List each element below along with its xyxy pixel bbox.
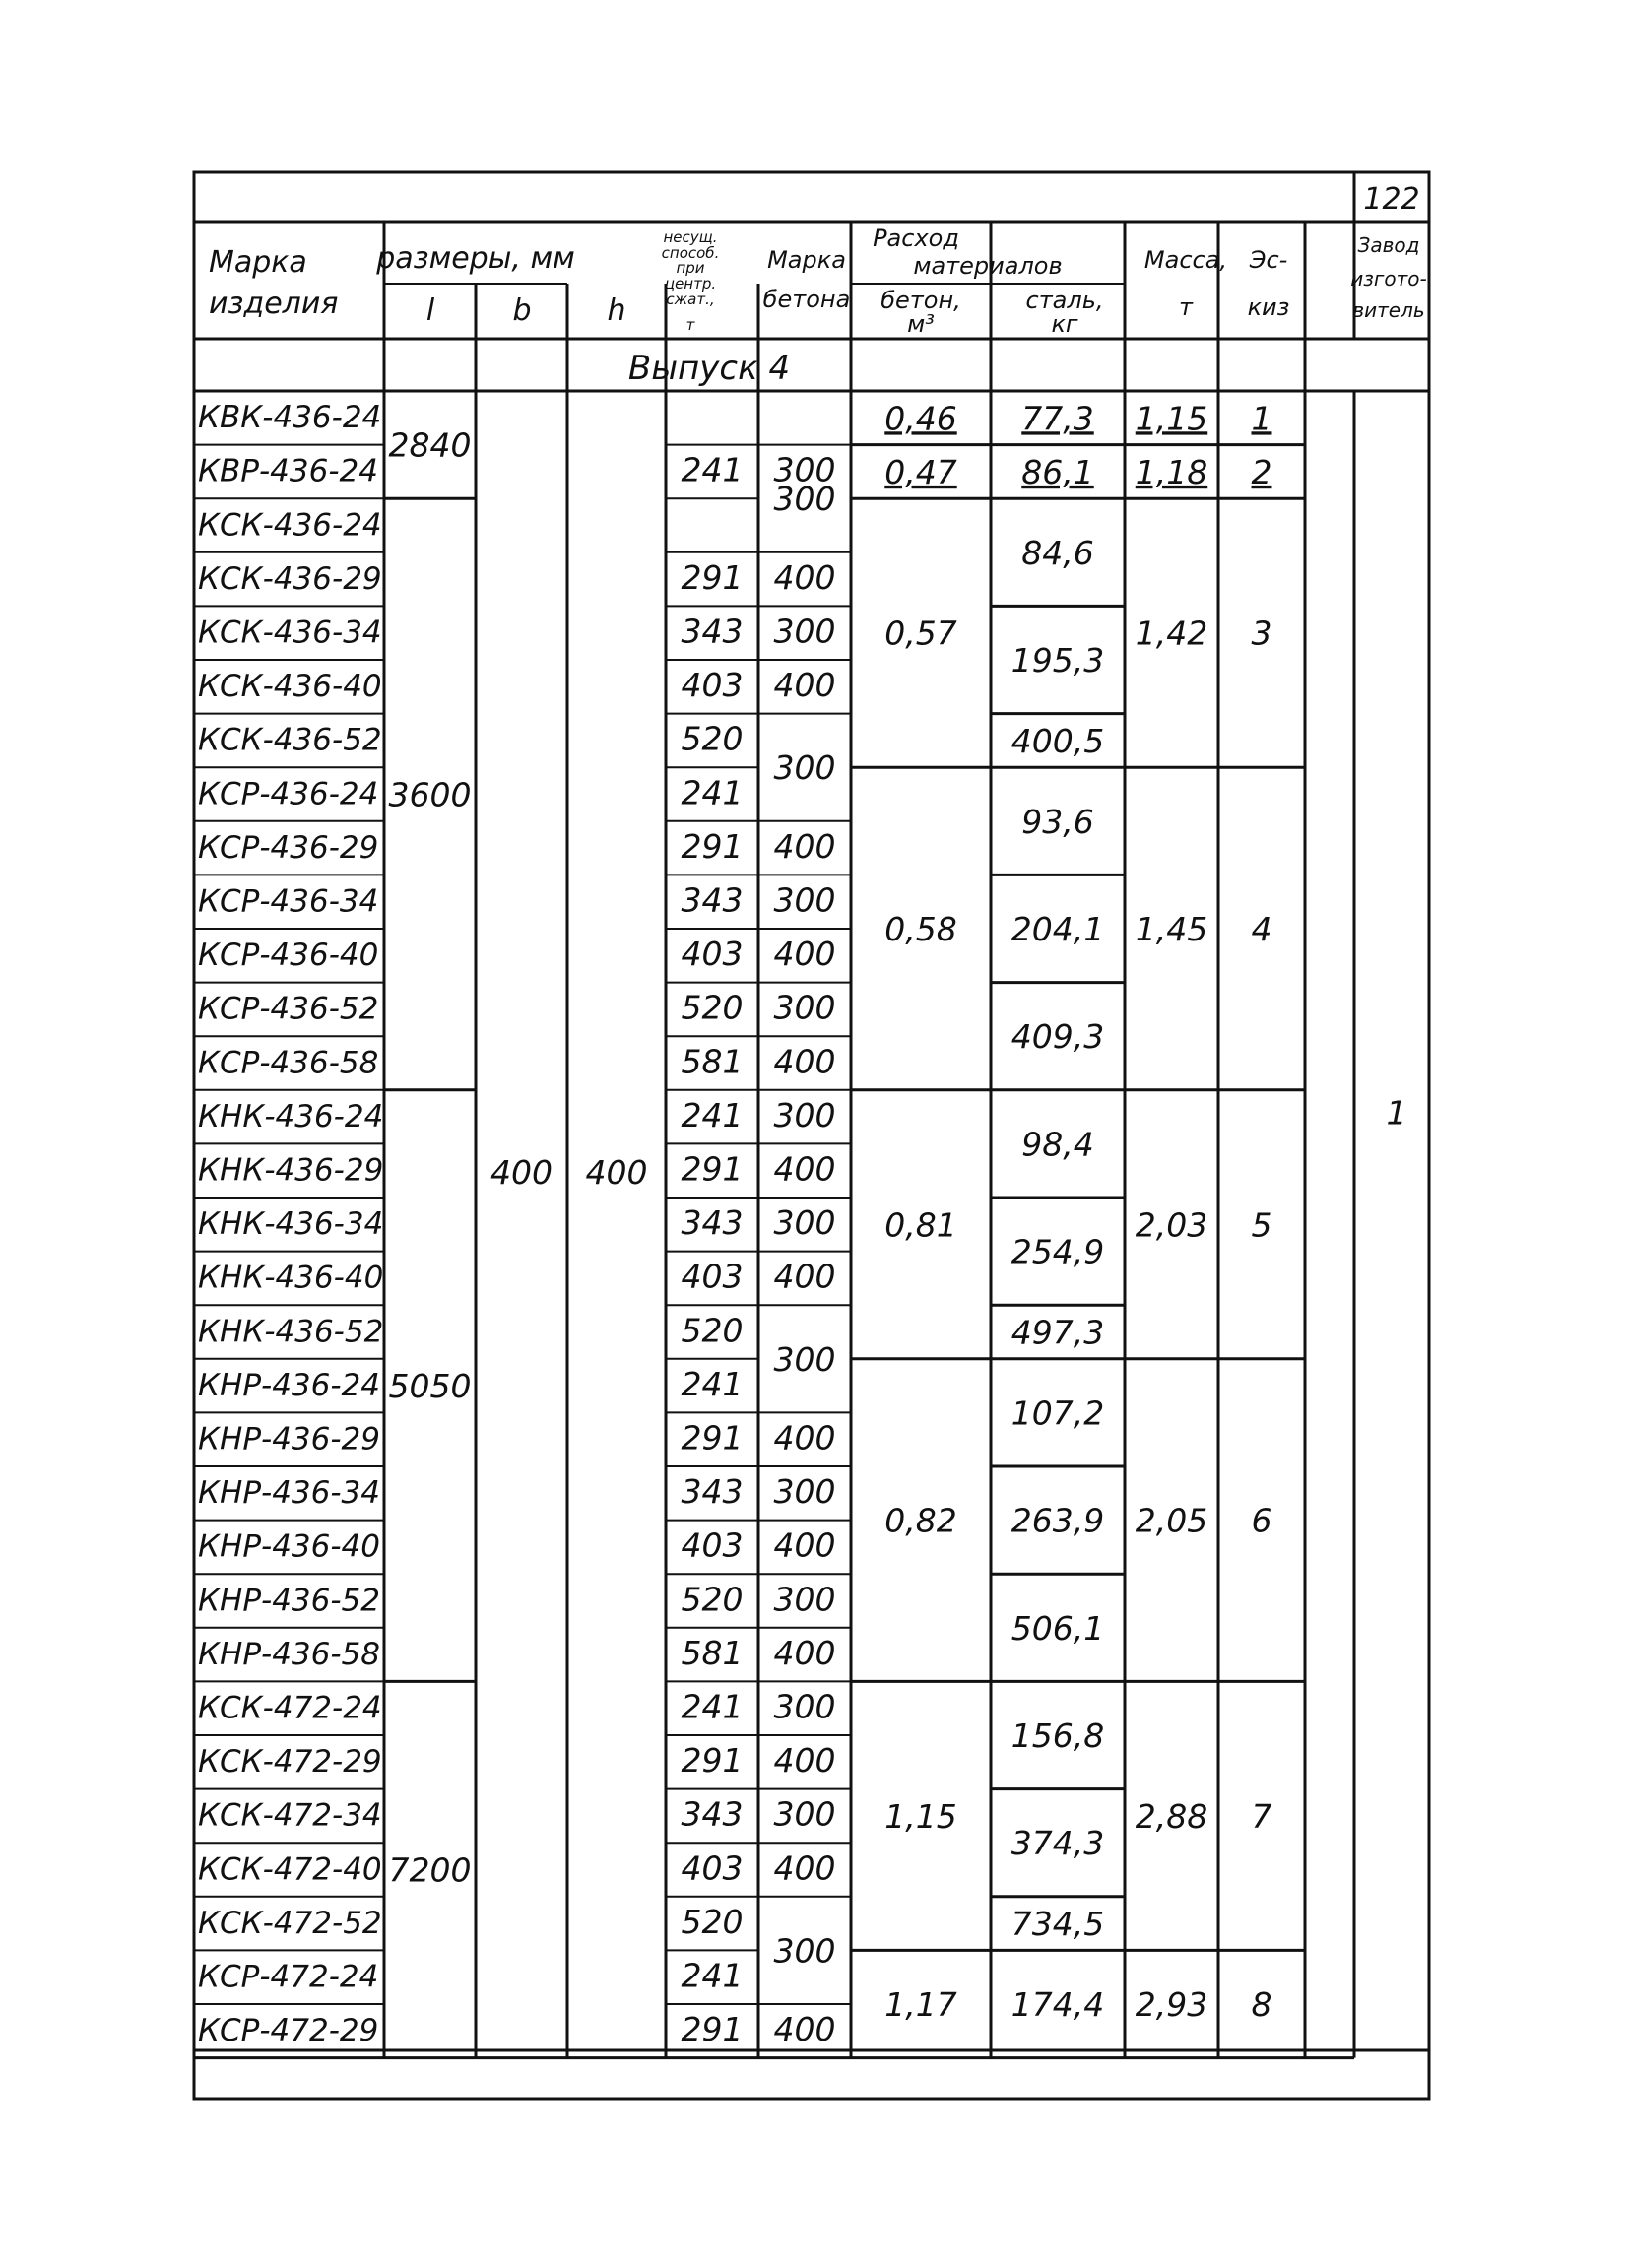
mark-cell: КСК-472-24 bbox=[198, 1690, 382, 1726]
steel-cell: 84,6 bbox=[1021, 533, 1094, 572]
grade-cell: 400 bbox=[773, 1042, 836, 1081]
mark-cell: КСР-436-24 bbox=[198, 776, 379, 812]
mass-cell: 2,88 bbox=[1135, 1796, 1208, 1836]
steel-cell: 77,3 bbox=[1021, 399, 1094, 438]
mark-cell: КНР-436-34 bbox=[198, 1475, 381, 1512]
concrete-volume-cell: 0,58 bbox=[884, 910, 957, 948]
mark-cell: КСК-472-34 bbox=[198, 1797, 382, 1834]
steel-cell: 409,3 bbox=[1010, 1017, 1105, 1057]
steel-cell: 98,4 bbox=[1021, 1125, 1094, 1164]
grade-cell: 300 bbox=[773, 1580, 836, 1619]
capacity-cell: 581 bbox=[681, 1633, 744, 1672]
mark-cell: КСК-472-29 bbox=[198, 1744, 382, 1781]
grade-cell: 400 bbox=[773, 1848, 836, 1888]
capacity-cell: 241 bbox=[681, 450, 744, 489]
mark-cell: КНК-436-29 bbox=[198, 1152, 384, 1189]
capacity-cell: 581 bbox=[681, 1042, 744, 1081]
header-materials-1: Расход bbox=[873, 225, 959, 252]
sketch-cell: 8 bbox=[1251, 1985, 1272, 2024]
capacity-cell: 241 bbox=[681, 773, 744, 812]
grade-merged-cell: 300 bbox=[773, 1339, 836, 1379]
mark-cell: КСК-436-29 bbox=[198, 560, 382, 597]
sketch-cell: 1 bbox=[1251, 399, 1272, 438]
grade-cell: 400 bbox=[773, 1633, 836, 1672]
height-cell: 400 bbox=[585, 1153, 648, 1192]
concrete-volume-cell: 1,15 bbox=[884, 1796, 957, 1836]
steel-cell: 174,4 bbox=[1010, 1985, 1105, 2024]
mass-cell: 1,18 bbox=[1135, 452, 1208, 491]
grade-cell: 300 bbox=[773, 1687, 836, 1726]
length-cell: 2840 bbox=[388, 425, 472, 465]
grade-cell: 400 bbox=[773, 1257, 836, 1296]
sketch-cell: 6 bbox=[1251, 1501, 1272, 1540]
capacity-cell: 403 bbox=[681, 666, 744, 705]
steel-cell: 734,5 bbox=[1010, 1905, 1105, 1944]
grade-cell: 400 bbox=[773, 1418, 836, 1458]
mark-cell: КВК-436-24 bbox=[198, 400, 382, 436]
length-cell: 7200 bbox=[388, 1850, 472, 1890]
capacity-cell: 403 bbox=[681, 1848, 744, 1888]
page-number: 122 bbox=[1363, 182, 1420, 217]
mark-cell: КСР-436-52 bbox=[198, 991, 379, 1027]
mark-cell: КНК-436-52 bbox=[198, 1314, 384, 1350]
capacity-cell: 291 bbox=[681, 2010, 744, 2049]
grade-cell: 300 bbox=[773, 880, 836, 920]
capacity-cell: 343 bbox=[681, 1794, 744, 1834]
header-capacity-2: способ. bbox=[661, 244, 720, 262]
grade-cell: 400 bbox=[773, 1741, 836, 1781]
grade-cell: 400 bbox=[773, 666, 836, 705]
header-sketch-2: киз bbox=[1247, 293, 1290, 321]
grade-cell: 300 bbox=[773, 988, 836, 1027]
capacity-cell: 520 bbox=[681, 719, 744, 758]
capacity-cell: 403 bbox=[681, 1525, 744, 1565]
mark-cell: КСР-436-58 bbox=[198, 1045, 379, 1081]
grade-cell: 400 bbox=[773, 1149, 836, 1189]
mark-cell: КСК-436-40 bbox=[198, 669, 382, 705]
concrete-volume-cell: 0,46 bbox=[884, 399, 957, 438]
mark-cell: КНК-436-24 bbox=[198, 1098, 384, 1134]
mark-cell: КНК-436-34 bbox=[198, 1206, 384, 1243]
capacity-cell: 291 bbox=[681, 1418, 744, 1458]
capacity-cell: 291 bbox=[681, 1149, 744, 1189]
header-mass-2: т bbox=[1179, 293, 1193, 321]
header-concrete-volume-1: бетон, bbox=[880, 287, 961, 314]
header-plant-2: изгото- bbox=[1350, 267, 1427, 291]
mark-cell: КСР-472-29 bbox=[198, 2013, 379, 2049]
mass-cell: 2,03 bbox=[1135, 1205, 1208, 1245]
steel-cell: 204,1 bbox=[1010, 910, 1105, 948]
plant-cell: 1 bbox=[1386, 1093, 1407, 1133]
capacity-cell: 241 bbox=[681, 1687, 744, 1726]
capacity-cell: 343 bbox=[681, 612, 744, 651]
grade-cell: 300 bbox=[773, 1794, 836, 1834]
steel-cell: 156,8 bbox=[1010, 1717, 1105, 1755]
steel-cell: 400,5 bbox=[1010, 721, 1105, 760]
steel-cell: 263,9 bbox=[1010, 1501, 1105, 1540]
concrete-volume-cell: 0,81 bbox=[884, 1205, 957, 1245]
mark-cell: КНК-436-40 bbox=[198, 1260, 384, 1296]
capacity-cell: 291 bbox=[681, 557, 744, 597]
mark-cell: КСР-436-34 bbox=[198, 883, 379, 920]
header-steel-1: сталь, bbox=[1025, 287, 1104, 314]
grade-cell: 300 bbox=[773, 1095, 836, 1134]
length-cell: 3600 bbox=[388, 775, 472, 814]
capacity-cell: 343 bbox=[681, 1203, 744, 1243]
capacity-cell: 241 bbox=[681, 1956, 744, 1995]
mass-cell: 1,42 bbox=[1135, 614, 1208, 653]
header-dim-l: l bbox=[425, 293, 435, 328]
grade-merged-cell: 300 bbox=[773, 480, 836, 519]
header-grade-1: Марка bbox=[767, 246, 846, 274]
issue-label: Выпуск 4 bbox=[627, 349, 791, 388]
table-header bbox=[209, 225, 1427, 338]
grade-cell: 400 bbox=[773, 2010, 836, 2049]
capacity-cell: 520 bbox=[681, 1311, 744, 1350]
mark-cell: КНР-436-24 bbox=[198, 1367, 381, 1403]
mark-cell: КСК-436-34 bbox=[198, 615, 382, 651]
header-mass-1: Масса, bbox=[1143, 246, 1228, 274]
capacity-cell: 403 bbox=[681, 935, 744, 974]
steel-cell: 107,2 bbox=[1010, 1393, 1105, 1433]
mass-cell: 2,93 bbox=[1135, 1985, 1208, 2024]
mass-cell: 1,15 bbox=[1135, 399, 1208, 438]
sketch-cell: 7 bbox=[1251, 1796, 1272, 1836]
mark-cell: КСК-436-24 bbox=[198, 507, 382, 544]
mark-cell: КНР-436-40 bbox=[198, 1528, 381, 1565]
header-steel-2: кг bbox=[1051, 310, 1078, 338]
steel-cell: 374,3 bbox=[1010, 1824, 1105, 1863]
capacity-cell: 520 bbox=[681, 1902, 744, 1941]
header-dimensions: размеры, мм bbox=[376, 241, 575, 276]
header-dim-b: b bbox=[512, 293, 532, 328]
header-mark-line1: Марка bbox=[209, 245, 307, 280]
header-capacity-6: т bbox=[685, 316, 695, 334]
grade-cell: 400 bbox=[773, 1525, 836, 1565]
header-sketch-1: Эс- bbox=[1249, 246, 1288, 274]
sketch-cell: 4 bbox=[1251, 910, 1272, 948]
capacity-cell: 241 bbox=[681, 1095, 744, 1134]
mark-cell: КНР-436-52 bbox=[198, 1583, 381, 1619]
mass-cell: 1,45 bbox=[1135, 910, 1208, 948]
mass-cell: 2,05 bbox=[1135, 1501, 1208, 1540]
capacity-cell: 291 bbox=[681, 826, 744, 866]
steel-cell: 93,6 bbox=[1021, 802, 1094, 841]
capacity-cell: 343 bbox=[681, 880, 744, 920]
capacity-cell: 241 bbox=[681, 1364, 744, 1403]
header-materials-2: материалов bbox=[913, 252, 1063, 280]
grade-cell: 400 bbox=[773, 935, 836, 974]
mark-cell: КСК-436-52 bbox=[198, 722, 382, 758]
mark-cell: КСК-472-52 bbox=[198, 1905, 382, 1941]
sketch-cell: 5 bbox=[1251, 1205, 1272, 1245]
grade-merged-cell: 300 bbox=[773, 1931, 836, 1971]
concrete-volume-cell: 0,57 bbox=[884, 614, 957, 653]
grade-cell: 400 bbox=[773, 826, 836, 866]
header-plant-3: витель bbox=[1352, 298, 1425, 322]
grade-cell: 300 bbox=[773, 1472, 836, 1512]
mark-cell: КНР-436-29 bbox=[198, 1421, 381, 1458]
body-cells bbox=[198, 399, 1407, 2048]
mark-cell: КВР-436-24 bbox=[198, 453, 378, 489]
steel-cell: 497,3 bbox=[1010, 1313, 1105, 1352]
grade-merged-cell: 300 bbox=[773, 748, 836, 788]
capacity-cell: 403 bbox=[681, 1257, 744, 1296]
header-grade-2: бетона bbox=[762, 286, 851, 313]
steel-cell: 86,1 bbox=[1021, 452, 1094, 491]
capacity-cell: 343 bbox=[681, 1472, 744, 1512]
mark-cell: КСР-436-40 bbox=[198, 938, 379, 974]
mark-cell: КСР-436-29 bbox=[198, 829, 379, 866]
concrete-volume-cell: 0,47 bbox=[884, 452, 957, 491]
capacity-cell: 520 bbox=[681, 988, 744, 1027]
concrete-volume-cell: 1,17 bbox=[884, 1985, 957, 2024]
mark-cell: КНР-436-58 bbox=[198, 1636, 381, 1672]
header-mark-line2: изделия bbox=[209, 287, 339, 321]
header-capacity-4: центр. bbox=[664, 275, 717, 292]
steel-cell: 506,1 bbox=[1010, 1608, 1105, 1648]
steel-cell: 254,9 bbox=[1010, 1232, 1105, 1271]
length-cell: 5050 bbox=[388, 1367, 472, 1406]
width-cell: 400 bbox=[490, 1153, 553, 1192]
grade-cell: 400 bbox=[773, 557, 836, 597]
header-plant-1: Завод bbox=[1357, 233, 1420, 257]
grade-cell: 300 bbox=[773, 612, 836, 651]
grade-cell: 300 bbox=[773, 1203, 836, 1243]
header-dim-h: h bbox=[607, 293, 626, 328]
sketch-cell: 2 bbox=[1251, 452, 1272, 491]
capacity-cell: 520 bbox=[681, 1580, 744, 1619]
sketch-cell: 3 bbox=[1251, 614, 1272, 653]
header-capacity-5: сжат., bbox=[666, 291, 715, 308]
header-capacity-1: несущ. bbox=[663, 228, 718, 246]
grade-cell: 300 bbox=[773, 450, 836, 489]
mark-cell: КСК-472-40 bbox=[198, 1851, 382, 1888]
header-capacity-3: при bbox=[676, 259, 705, 277]
steel-cell: 195,3 bbox=[1010, 641, 1105, 680]
capacity-cell: 291 bbox=[681, 1741, 744, 1781]
mark-cell: КСР-472-24 bbox=[198, 1959, 379, 1995]
header-concrete-volume-2: м³ bbox=[907, 310, 935, 338]
concrete-volume-cell: 0,82 bbox=[884, 1501, 957, 1540]
